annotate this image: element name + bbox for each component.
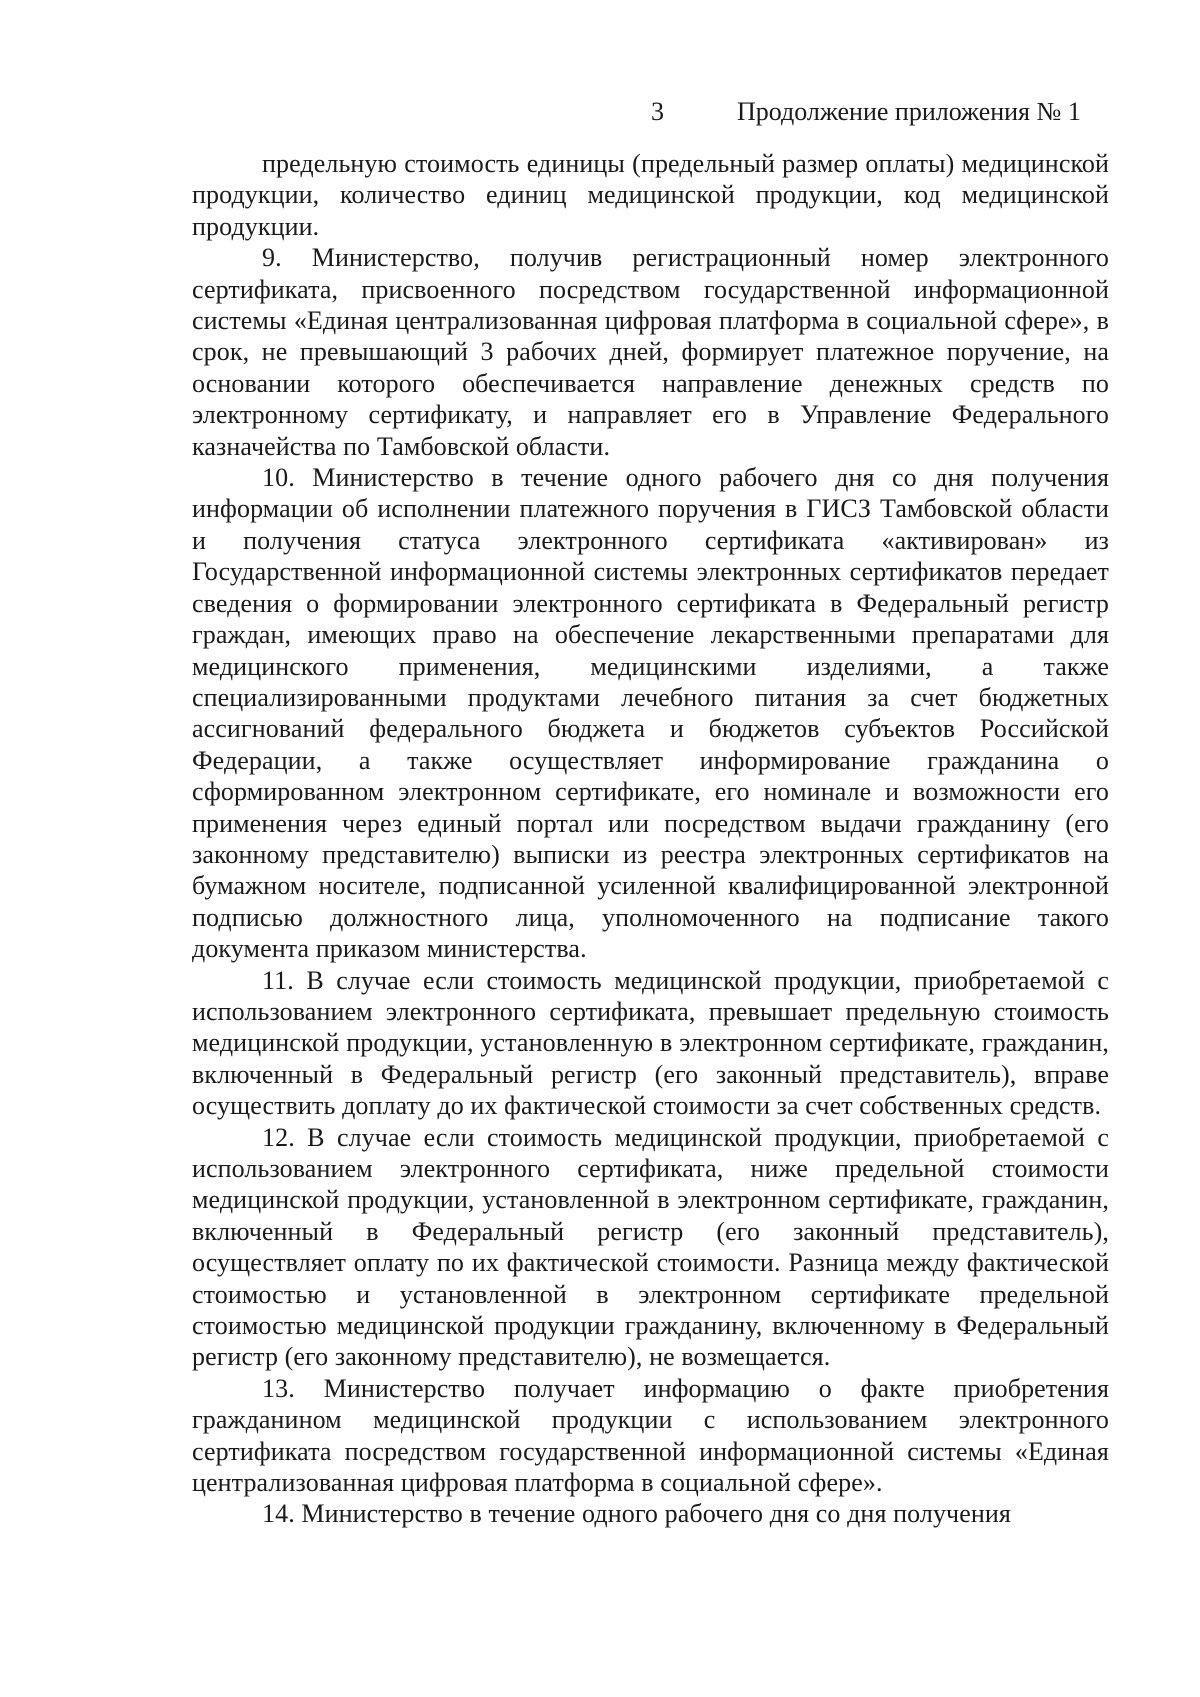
paragraph-11: 11. В случае если стоимость медицинской продукции, приобретаемой с использованием электронного сертификата, превышает предельную стоимость медицинской продукции, установленную в электронном сертификате, гражданин, включенный в Федеральный регистр (его законный представитель), вправе осуществить доплату до их фактической стоимости за счет собственных средств.	[192, 965, 1109, 1121]
paragraph-12: 12. В случае если стоимость медицинской продукции, приобретаемой с использованием электронного сертификата, ниже предельной стоимости медицинской продукции, установленной в электронном сертификате, гражданин, включенный в Федеральный регистр (его законный представитель), осуществляет оплату по их фактической стоимости. Разница между фактической стоимостью и установленной в электронном сертификате предельной стоимостью медицинской продукции гражданину, включенному в Федеральный регистр (его законному представителю), не возмещается.	[192, 1122, 1109, 1372]
paragraph-8-continuation: предельную стоимость единицы (предельный размер оплаты) медицинской продукции, количество единиц медицинской продукции, код медицинской продукции.	[192, 149, 1109, 241]
paragraph-9: 9. Министерство, получив регистрационный номер электронного сертификата, присвоенного посредством государственной информационной системы «Единая централизованная цифровая платформа в социальной сфере», в срок, не превышающий 3 рабочих дней, формирует платежное поручение, на основании которого обеспечивается направление денежных средств по электронному сертификату, и направляет его в Управление Федерального казначейства по Тамбовской области.	[192, 243, 1109, 461]
paragraph-10: 10. Министерство в течение одного рабочего дня со дня получения информации об исполнении платежного поручения в ГИСЗ Тамбовской области и получения статуса электронного сертификата «активирован» из Государственной информационной системы электронных сертификатов передает сведения о формировании электронного сертификата в Федеральный регистр граждан, имеющих право на обеспечение лекарственными препаратами для медицинского применения, медицинскими изделиями, а также специализированными продуктами лечебного питания за счет бюджетных ассигнований федерального бюджета и бюджетов субъектов Российской Федерации, а также осуществляет информирование гражданина о сформированном электронном сертификате, его номинале и возможности его применения через единый портал или посредством выдачи гражданину (его законному представителю) выписки из реестра электронных сертификатов на бумажном носителе, подписанной усиленной квалифицированной электронной подписью должностного лица, уполномоченного на подписание такого документа приказом министерства.	[192, 463, 1109, 964]
document-body	[192, 148, 1109, 1530]
page-header	[0, 92, 1200, 132]
appendix-continuation-title: Продолжение приложения № 1	[737, 97, 1081, 126]
paragraph-13: 13. Министерство получает информацию о факте приобретения гражданином медицинской продукции с использованием электронного сертификата посредством государственной информационной системы «Единая централизованная цифровая платформа в социальной сфере».	[192, 1373, 1109, 1498]
paragraph-14-start: 14. Министерство в течение одного рабочего дня со дня получения	[262, 1499, 1011, 1529]
page-number: 3	[651, 97, 664, 126]
